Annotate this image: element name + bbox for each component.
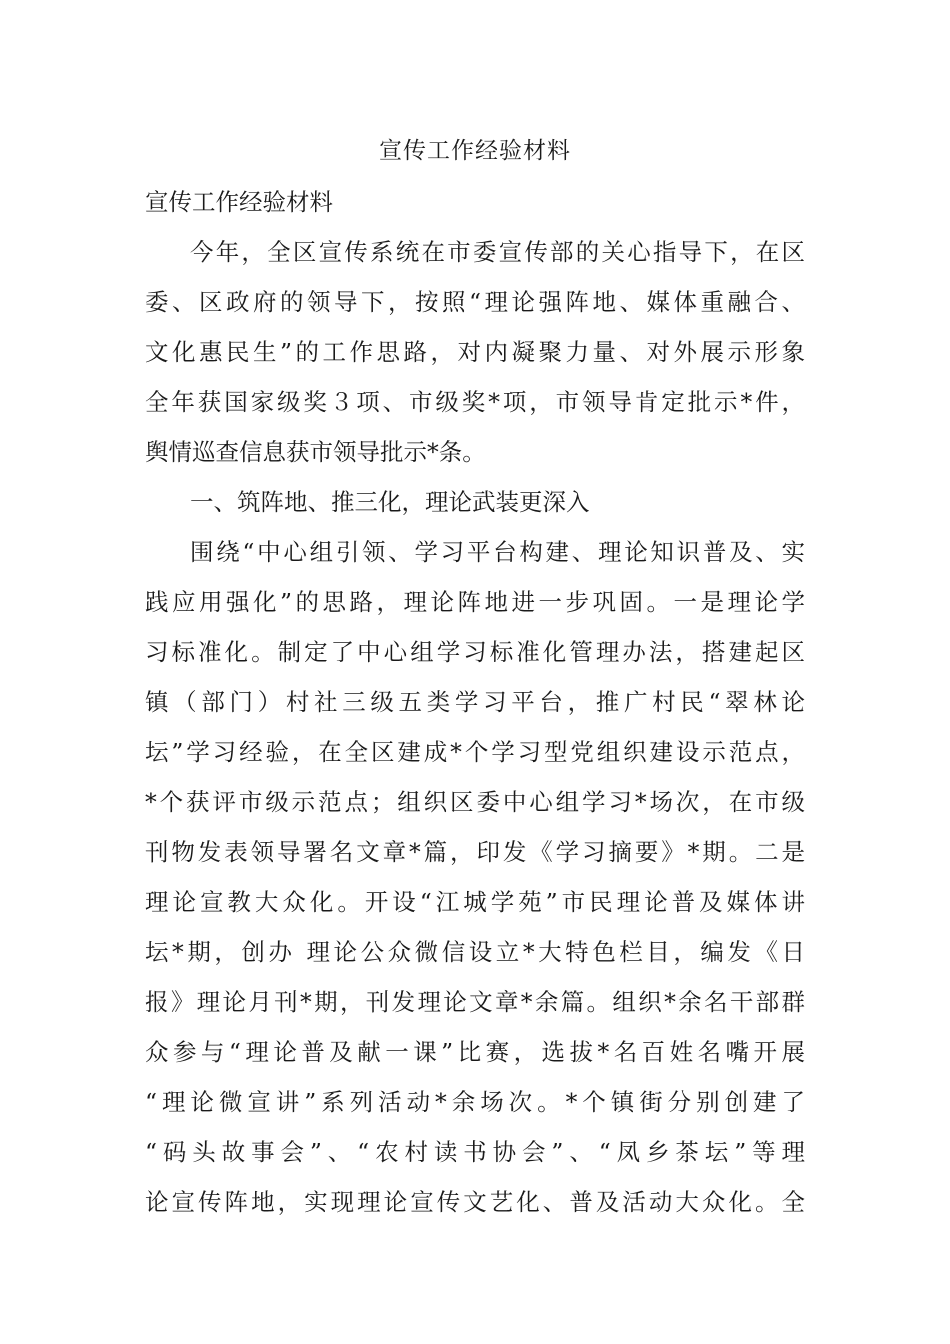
paragraph-line: 报》理论月刊*期，刊发理论文章*余篇。组织*余名干部群: [145, 988, 805, 1016]
paragraph-line: 众参与“理论普及献一课”比赛，选拔*名百姓名嘴开展: [145, 1038, 805, 1066]
paragraph-line: 委、区政府的领导下，按照“理论强阵地、媒体重融合、: [145, 288, 805, 316]
paragraph-line: 镇（部门）村社三级五类学习平台，推广村民“翠林论: [145, 688, 805, 716]
paragraph-line: 坛”学习经验，在全区建成*个学习型党组织建设示范点，: [145, 738, 805, 766]
paragraph-line: 今年，全区宣传系统在市委宣传部的关心指导下，在区: [190, 238, 805, 266]
paragraph-line: 刊物发表领导署名文章*篇，印发《学习摘要》*期。二是: [145, 838, 805, 866]
paragraph-line: 坛*期，创办 理论公众微信设立*大特色栏目，编发《日: [145, 938, 805, 966]
paragraph-line: 习标准化。制定了中心组学习标准化管理办法，搭建起区: [145, 638, 805, 666]
paragraph-line: 舆情巡查信息获市领导批示*条。: [145, 438, 486, 466]
paragraph-line: 围绕“中心组引领、学习平台构建、理论知识普及、实: [190, 538, 805, 566]
paragraph-line: “理论微宣讲”系列活动*余场次。*个镇街分别创建了: [145, 1088, 805, 1116]
paragraph-line: 理论宣教大众化。开设“江城学苑”市民理论普及媒体讲: [145, 888, 805, 916]
paragraph-line: 践应用强化”的思路，理论阵地进一步巩固。一是理论学: [145, 588, 805, 616]
paragraph-line: 文化惠民生”的工作思路，对内凝聚力量、对外展示形象: [145, 338, 805, 366]
section-heading: 一、筑阵地、推三化，理论武装更深入: [190, 488, 590, 516]
document-subtitle: 宣传工作经验材料: [145, 188, 333, 216]
document-title: 宣传工作经验材料: [379, 138, 571, 164]
paragraph-line: 全年获国家级奖３项、市级奖*项，市领导肯定批示*件，: [145, 388, 805, 416]
paragraph-line: “码头故事会”、“农村读书协会”、“凤乡茶坛”等理: [145, 1138, 805, 1166]
paragraph-line: 论宣传阵地，实现理论宣传文艺化、普及活动大众化。全: [145, 1188, 805, 1216]
paragraph-line: *个获评市级示范点；组织区委中心组学习*场次，在市级: [145, 788, 805, 816]
